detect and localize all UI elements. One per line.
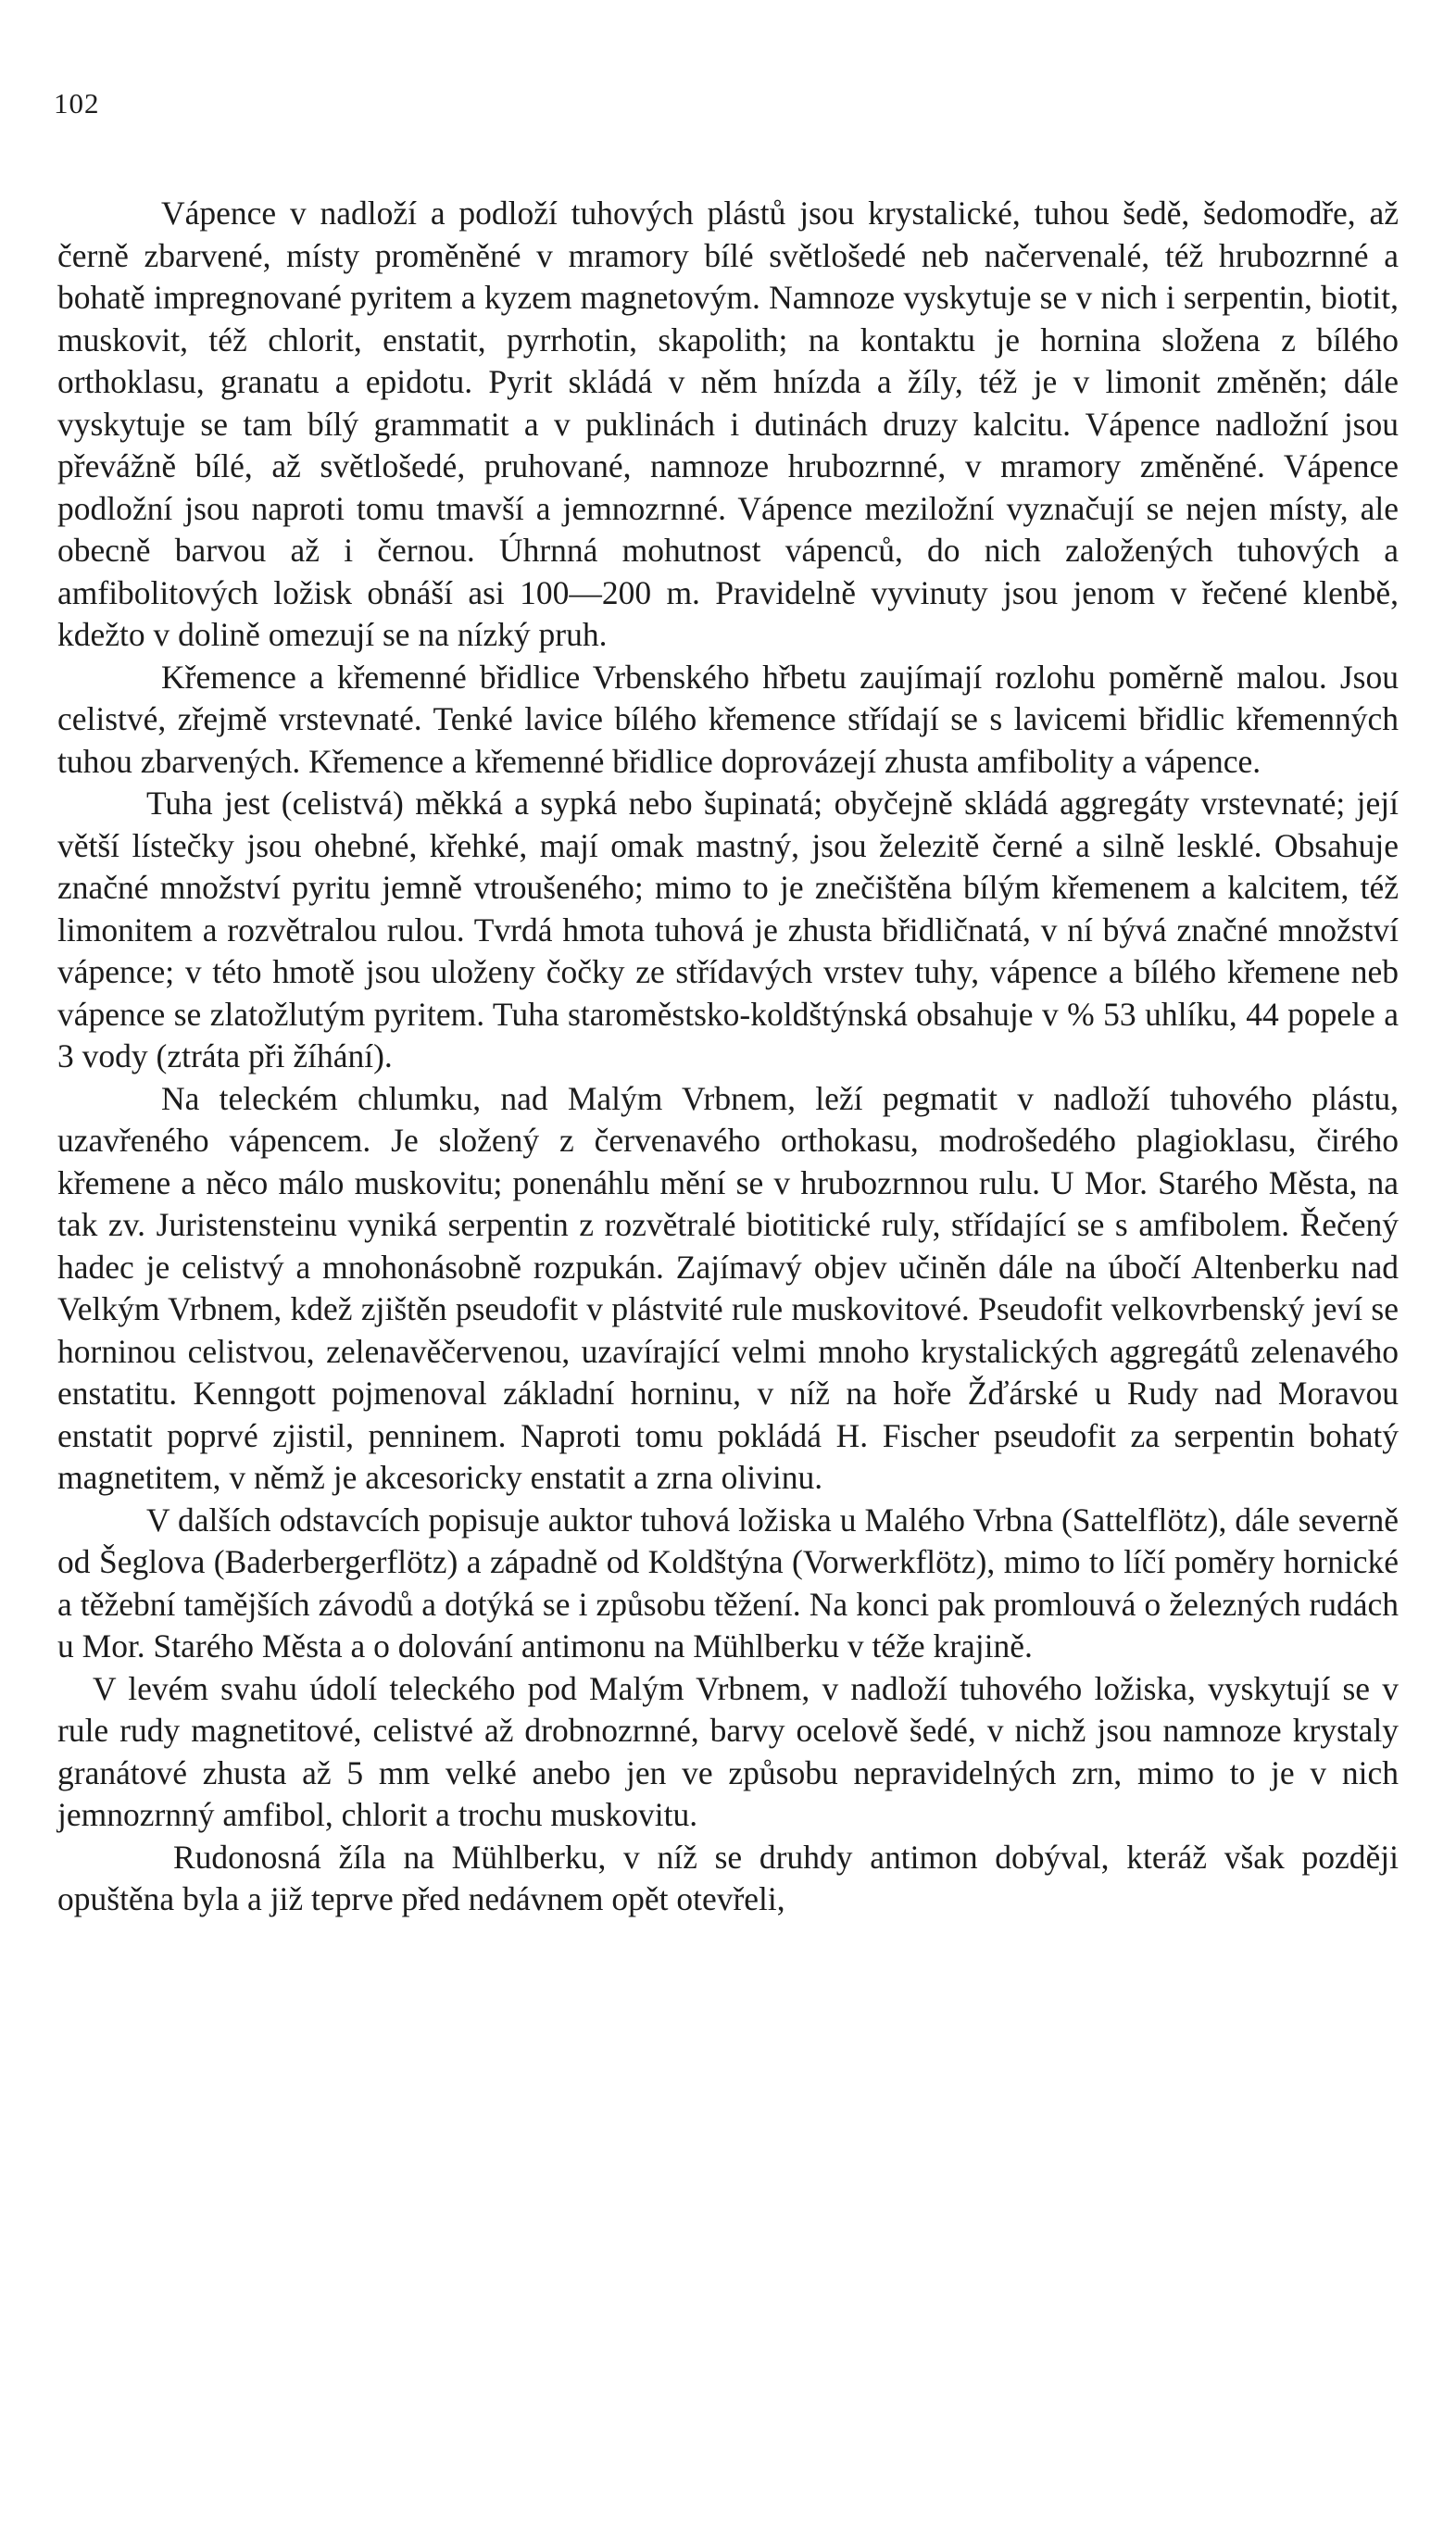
paragraph-rudonosna-zila: Rudonosná žíla na Mühlberku, v níž se druhdy antimon dobýval, kteráž však později opuštěna byla a již teprve před nedávnem opět otevřeli, [57, 1838, 1399, 1917]
paragraph-loziska: V dalších odstavcích popisuje auktor tuhová ložiska u Malého Vrbna (Sattelflötz), dále severně od Šeglova (Baderbergerflötz) a západně od Koldštýna (Vorwerkflötz), mimo to líčí poměry hornické a těžební tamějších závodů a dotýká se i způsobu těžení. Na konci pak promlouvá o železných rudách u Mor. Starého Města a o dolování antimonu na Mühlberku v téže krajině. [57, 1501, 1399, 1664]
paragraph-magnetit: V levém svahu údolí teleckého pod Malým Vrbnem, v nadloží tuhového ložiska, vyskytují se v rule rudy magnetitové, celistvé až drobnozrnné, barvy ocelově šedé, v nichž jsou namnoze krystaly granátové zhusta až 5 mm velké anebo jen ve způsobu nepravidelných zrn, mimo to je v nich jemnozrnný amfibol, chlorit a trochu muskovitu. [57, 1669, 1399, 1833]
paragraph-kremence: Křemence a křemenné břidlice Vrbenského hřbetu zaujímají rozlohu poměrně malou. Jsou celistvé, zřejmě vrstevnaté. Tenké lavice bílého křemence střídají se s lavicemi břidlic křemenných tuhou zbarvených. Křemence a křemenné břidlice doprovázejí zhusta amfibolity a vápence. [57, 658, 1399, 780]
paragraph-vapence: Vápence v nadloží a podloží tuhových plástů jsou krystalické, tuhou šedě, šedomodře, až černě zbarvené, místy proměněné v mramory bílé světlošedé neb načervenalé, též hrubozrnné a bohatě impregnované pyritem a kyzem magnetovým. Namnoze vyskytuje se v nich i serpentin, biotit, muskovit, též chlorit, enstatit, pyrrhotin, skapolith; na kontaktu je hornina složena z bílého orthoklasu, granatu a epidotu. Pyrit skládá v něm hnízda a žíly, též je v limonit změněn; dále vyskytuje se tam bílý grammatit a v puklinách i dutinách druzy kalcitu. Vápence nadložní jsou převážně bílé, až světlošedé, pruhované, namnoze hrubozrnné, v mramory změněné. Vápence podložní jsou naproti tomu tmavší a jemnozrnné. Vápence meziložní vyznačují se nejen místy, ale obecně barvou až i černou. Úhrnná mohutnost vápenců, do nich založených tuhových a amfibolitových ložisk obnáší asi 100—200 m. Pravidelně vyvinuty jsou jenom v řečené klenbě, kdežto v dolině omezují se na nízký pruh. [57, 195, 1399, 653]
paragraph-tuha: Tuha jest (celistvá) měkká a sypká nebo šupinatá; obyčejně skládá aggregáty vrstevnaté; její větší lístečky jsou ohebné, křehké, mají omak mastný, jsou železitě černé a silně lesklé. Obsahuje značné množství pyritu jemně vtroušeného; mimo to je znečištěna bílým křemenem a kalcitem, též limonitem a rozvětralou rulou. Tvrdá hmota tuhová je zhusta břidličnatá, v ní bývá značné množství vápence; v této hmotě jsou uloženy čočky ze střídavých vrstev tuhy, vápence a bílého křemene neb vápence se zlatožlutým pyritem. Tuha staroměstsko-koldštýnská obsahuje v % 53 uhlíku, 44 popele a 3 vody (ztráta při žíhání). [57, 785, 1399, 1074]
page-number: 102 [54, 87, 100, 119]
body-text [57, 193, 1399, 1921]
paragraph-pegmatit: Na teleckém chlumku, nad Malým Vrbnem, leží pegmatit v nadloží tuhového plástu, uzavřeného vápencem. Je složený z červenavého orthokasu, modrošedého plagioklasu, čirého křemene a něco málo muskovitu; ponenáhlu mění se v hrubozrnnou rulu. U Mor. Starého Města, na tak zv. Juristensteinu vyniká serpentin z rozvětralé biotitické ruly, střídající se s amfibolem. Řečený hadec je celistvý a mnohonásobně rozpukán. Zajímavý objev učiněn dále na úbočí Altenberku nad Velkým Vrbnem, kdež zjištěn pseudofit v plástvité rule muskovitové. Pseudofit velkovrbenský jeví se horninou celistvou, zelenavěčervenou, uzavírající velmi mnoho krystalických aggregátů zelenavého enstatitu. Kenngott pojmenoval základní horninu, v níž na hoře Žďárské u Rudy nad Moravou enstatit poprvé zjistil, penninem. Naproti tomu pokládá H. Fischer pseudofit za serpentin bohatý magnetitem, v němž je akcesoricky enstatit a zrna olivinu. [57, 1079, 1399, 1496]
